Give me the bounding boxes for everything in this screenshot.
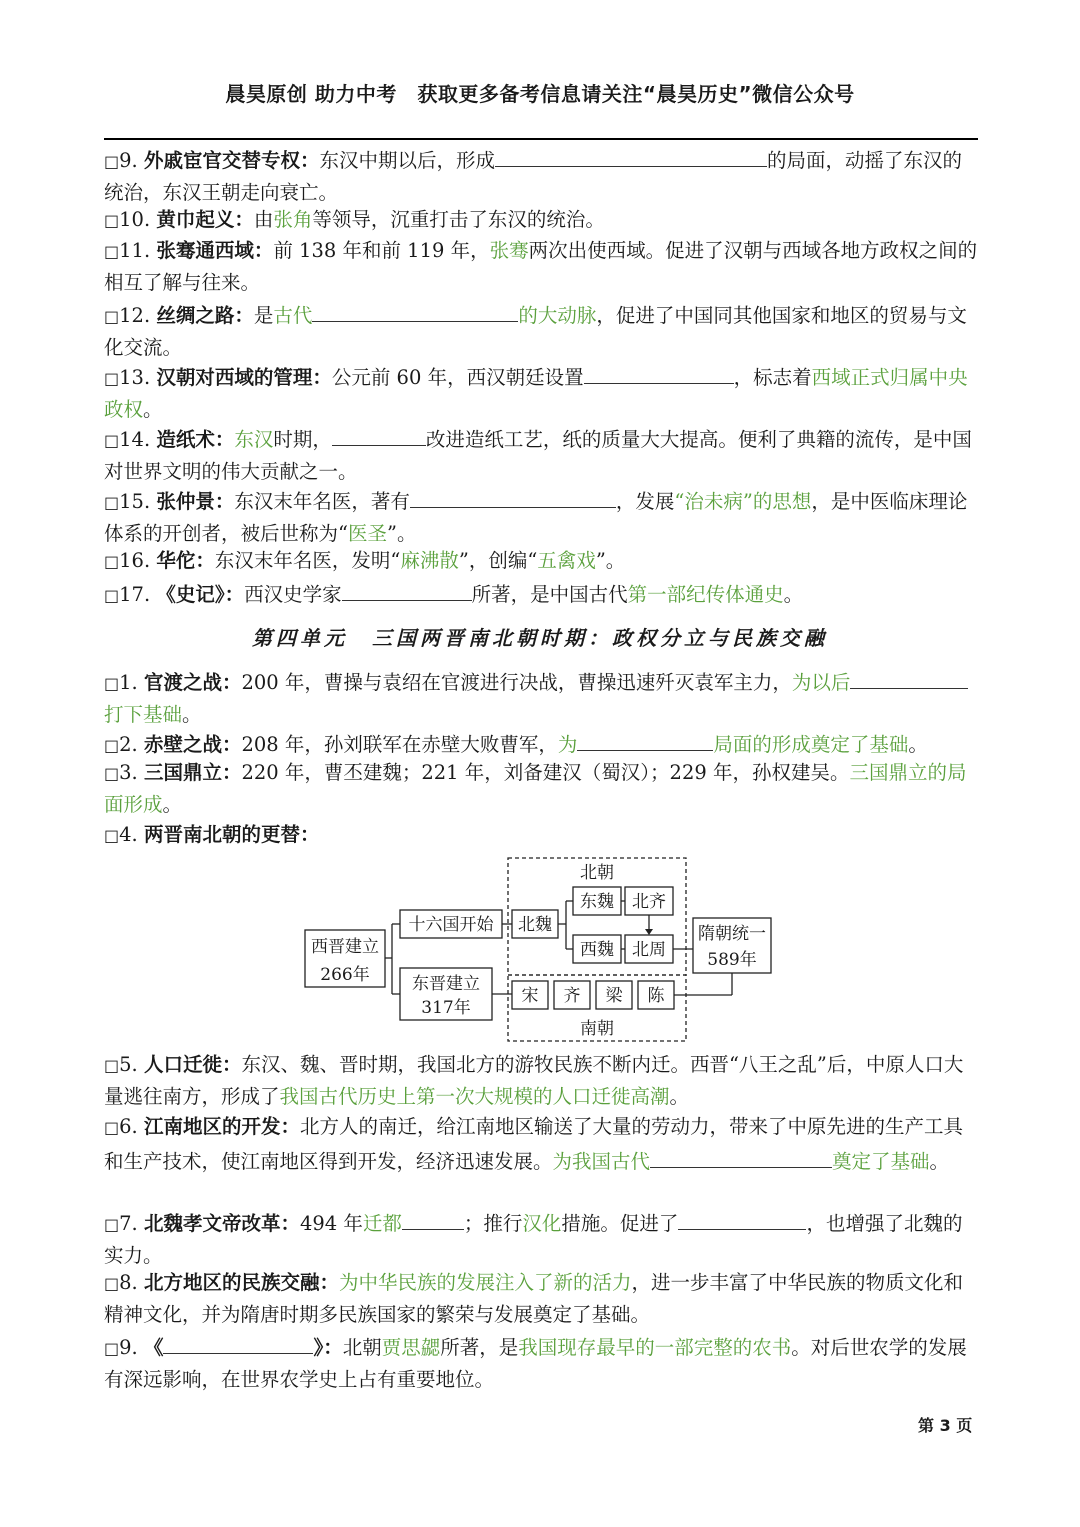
list-item: □2. 赤壁之战：208 年，孙刘联军在赤壁大败曹军，为 局面的形成奠定了基础。 — [104, 726, 978, 761]
list-item: □12. 丝绸之路：是古代 的大动脉，促进了中国同其他国家和地区的贸易与文化交流。 — [104, 297, 978, 363]
checkbox[interactable]: □ — [104, 674, 120, 693]
checkbox[interactable]: □ — [104, 242, 120, 261]
header-rule — [104, 138, 978, 140]
list-item: □7. 北魏孝文帝改革：494 年迁都 ；推行汉化措施。促进了 ，也增强了北魏的实力。 — [104, 1205, 978, 1271]
list-item: □11. 张骞通西域：前 138 年和前 119 年，张骞两次出使西域。促进了汉朝与西域各地方政权之间的相互了解与往来。 — [104, 239, 978, 294]
bei-wei-label: 北魏 — [518, 915, 552, 935]
northern-dynasties-label: 北朝 — [580, 863, 614, 883]
answer-blank[interactable] — [495, 142, 767, 167]
answer-blank[interactable] — [678, 1205, 806, 1230]
list-item: □9. 《 》：北朝贾思勰所著，是我国现存最早的一部完整的农书。对后世农学的发展有深远影响，在世界农学史上占有重要地位。 — [104, 1329, 978, 1395]
checkbox[interactable]: □ — [104, 307, 120, 326]
list-item: □14. 造纸术：东汉时期， 改进造纸工艺，纸的质量大大提高。便利了典籍的流传，是中国对世界文明的伟大贡献之一。 — [104, 421, 978, 487]
list-item: □9. 外戚宦官交替专权：东汉中期以后，形成 的局面，动摇了东汉的统治，东汉王朝走向衰亡。 — [104, 142, 978, 208]
west-jin-year: 266年 — [320, 965, 370, 985]
answer-blank[interactable] — [312, 297, 518, 322]
list-item: □8. 北方地区的民族交融：为中华民族的发展注入了新的活力，进一步丰富了中华民族的物质文化和精神文化，并为隋唐时期多民族国家的繁荣与发展奠定了基础。 — [104, 1271, 963, 1326]
answer-blank[interactable] — [342, 576, 472, 601]
checkbox[interactable]: □ — [104, 764, 120, 783]
checkbox[interactable]: □ — [104, 1118, 120, 1137]
list-item: □15. 张仲景：东汉末年名医，著有 ，发展“治未病”的思想，是中医临床理论体系的开创者，被后世称为“医圣”。 — [104, 483, 978, 549]
checkbox[interactable]: □ — [104, 1274, 120, 1293]
qi-label: 齐 — [563, 986, 581, 1006]
checkbox[interactable]: □ — [104, 493, 120, 512]
list-item: □3. 三国鼎立：220 年，曹丕建魏；221 年，刘备建汉（蜀汉）；229 年，孙权建吴。三国鼎立的局面形成。 — [104, 761, 967, 816]
answer-blank[interactable] — [402, 1205, 464, 1230]
chen-label: 陈 — [647, 986, 665, 1006]
checkbox[interactable]: □ — [104, 152, 120, 171]
dynasty-flow-diagram — [300, 855, 800, 1045]
page-header: 晨昊原创 助力中考 获取更多备考信息请关注“晨昊历史”微信公众号 — [225, 82, 855, 106]
list-item: □16. 华佗：东汉末年名医，发明“麻沸散”，创编“五禽戏”。 — [104, 549, 626, 572]
xi-wei-label: 西魏 — [580, 940, 614, 960]
list-item: □13. 汉朝对西域的管理：公元前 60 年，西汉朝廷设置 ，标志着西域正式归属中央政权。 — [104, 359, 978, 425]
checkbox[interactable]: □ — [104, 431, 120, 450]
answer-blank[interactable] — [650, 1143, 832, 1168]
bei-zhou-label: 北周 — [632, 940, 666, 960]
bei-qi-label: 北齐 — [632, 892, 666, 912]
sui-year: 589年 — [707, 950, 757, 970]
answer-blank[interactable] — [577, 726, 713, 751]
answer-blank[interactable] — [410, 483, 616, 508]
answer-blank[interactable] — [163, 1329, 313, 1354]
answer-blank[interactable] — [584, 359, 734, 384]
list-item: □10. 黄巾起义：由张角等领导，沉重打击了东汉的统治。 — [104, 208, 605, 231]
list-item: □17. 《史记》：西汉史学家 所著，是中国古代第一部纪传体通史。 — [104, 576, 978, 611]
list-item: □5. 人口迁徙：东汉、魏、晋时期，我国北方的游牧民族不断内迁。西晋“八王之乱”后，中原人口大量逃往南方，形成了我国古代历史上第一次大规模的人口迁徙高潮。 — [104, 1053, 964, 1108]
checkbox[interactable]: □ — [104, 736, 120, 755]
list-item: □1. 官渡之战：200 年，曹操与袁绍在官渡进行决战，曹操迅速歼灭袁军主力，为以后打下基础。 — [104, 664, 978, 730]
answer-blank[interactable] — [850, 664, 968, 689]
sui-label: 隋朝统一 — [698, 924, 766, 944]
liang-label: 梁 — [605, 986, 623, 1006]
southern-dynasties-label: 南朝 — [580, 1019, 614, 1039]
sixteen-kingdoms-label: 十六国开始 — [408, 915, 494, 935]
unit-title: 第四单元 三国两晋南北朝时期：政权分立与民族交融 — [252, 626, 828, 650]
answer-blank[interactable] — [332, 421, 426, 446]
checkbox[interactable]: □ — [104, 369, 120, 388]
dong-wei-label: 东魏 — [580, 892, 614, 912]
east-jin-label: 东晋建立 — [412, 974, 480, 994]
checkbox[interactable]: □ — [104, 211, 120, 230]
checkbox[interactable]: □ — [104, 552, 120, 571]
checkbox[interactable]: □ — [104, 826, 120, 845]
checkbox[interactable]: □ — [104, 1215, 120, 1234]
song-label: 宋 — [521, 986, 539, 1006]
checkbox[interactable]: □ — [104, 1056, 120, 1075]
checkbox[interactable]: □ — [104, 1339, 120, 1358]
checkbox[interactable]: □ — [104, 586, 120, 605]
list-item: □6. 江南地区的开发：北方人的南迁，给江南地区输送了大量的劳动力，带来了中原先进的生产工具和生产技术，使江南地区得到开发，经济迅速发展。为我国古代 奠定了基础。 — [104, 1115, 963, 1173]
west-jin-label: 西晋建立 — [311, 937, 379, 957]
list-item: □4. 两晋南北朝的更替： — [104, 823, 320, 846]
east-jin-year: 317年 — [421, 998, 471, 1018]
page-number: 第 3 页 — [918, 1416, 973, 1435]
